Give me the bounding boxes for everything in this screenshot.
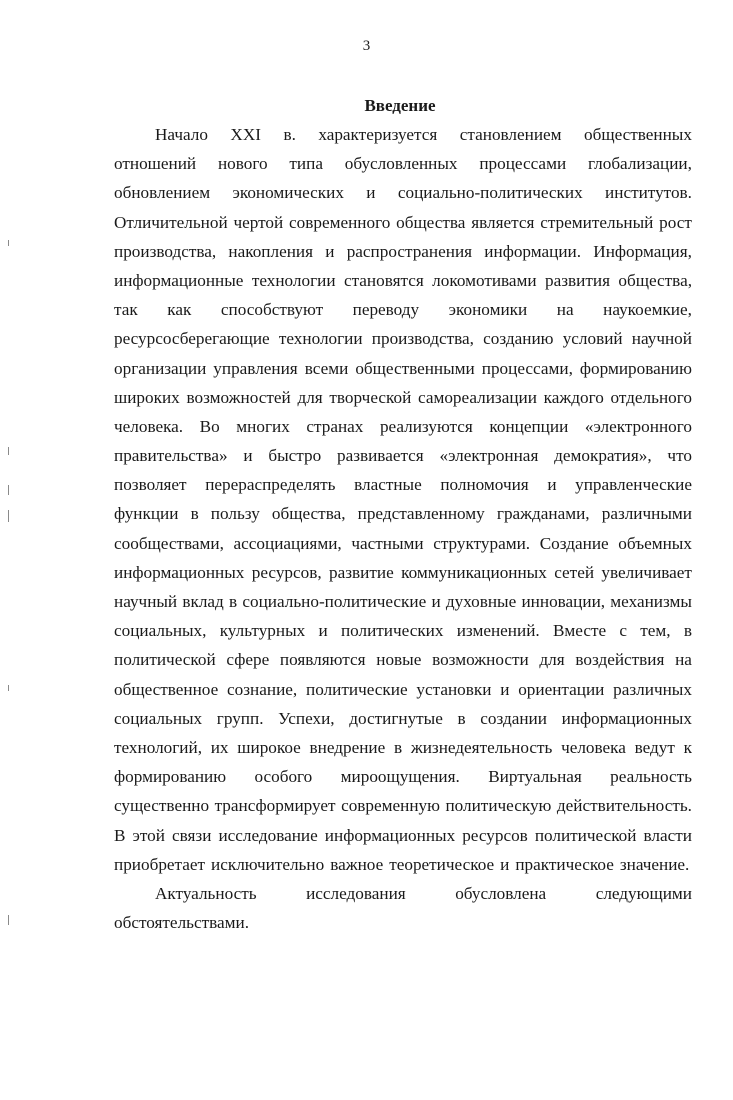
text-line: социальных, культурных и политических изменений. Вместе с тем, в (114, 621, 692, 641)
body-text (114, 120, 692, 937)
text-line: функции в пользу общества, представленному гражданами, различными (114, 504, 692, 524)
scan-mark (8, 915, 9, 925)
text-line: В этой связи исследование информационных ресурсов политической власти (114, 825, 692, 845)
text-line: отношений нового типа обусловленных процессами глобализации, (114, 154, 692, 174)
text-line: так как способствуют переводу экономики на наукоемкие, (114, 300, 692, 320)
text-line: формированию особого мироощущения. Виртуальная реальность (114, 767, 692, 787)
scan-mark (8, 685, 9, 691)
text-line: обновлением экономических и социально-политических институтов. (114, 183, 692, 203)
text-line: политической сфере появляются новые возможности для воздействия на (114, 650, 692, 670)
text-line: Начало XXI в. характеризуется становлением общественных (155, 125, 692, 144)
page-number: 3 (362, 38, 371, 54)
scan-mark (8, 510, 9, 522)
text-line: организации управления всеми общественными процессами, формированию (114, 358, 692, 378)
text-line: позволяет перераспределять властные полномочия и управленческие (114, 475, 692, 495)
text-line: широких возможностей для творческой самореализации каждого отдельного (114, 387, 692, 407)
text-line: сообществами, ассоциациями, частными структурами. Создание объемных (114, 533, 692, 553)
text-line: правительства» и быстро развивается «электронная демократия», что (114, 446, 692, 466)
scan-mark (8, 485, 9, 495)
text-line: Отличительной чертой современного общества является стремительный рост (114, 212, 692, 232)
text-line: существенно трансформирует современную политическую действительность. (114, 796, 692, 816)
text-line: ресурсосберегающие технологии производства, созданию условий научной (114, 329, 692, 349)
text-line: социальных групп. Успехи, достигнутые в создании информационных (114, 708, 692, 728)
text-line: производства, накопления и распространения информации. Информация, (114, 241, 692, 261)
text-line: человека. Во многих странах реализуются концепции «электронного (114, 416, 692, 436)
section-title: Введение (364, 96, 436, 115)
text-line: информационных ресурсов, развитие коммуникационных сетей увеличивает (114, 562, 692, 582)
text-line: приобретает исключительно важное теоретическое и практическое значение. (114, 854, 690, 874)
text-line: Актуальность исследования обусловлена следующими (155, 883, 692, 903)
scan-mark (8, 447, 9, 455)
text-line: научный вклад в социально-политические и духовные инновации, механизмы (114, 592, 692, 611)
text-line: обстоятельствами. (114, 913, 250, 933)
scan-mark (8, 240, 9, 246)
text-line: информационные технологии становятся локомотивами развития общества, (114, 270, 692, 290)
text-line: общественное сознание, политические установки и ориентации различных (114, 679, 692, 699)
text-line: технологий, их широкое внедрение в жизнедеятельность человека ведут к (114, 737, 692, 757)
